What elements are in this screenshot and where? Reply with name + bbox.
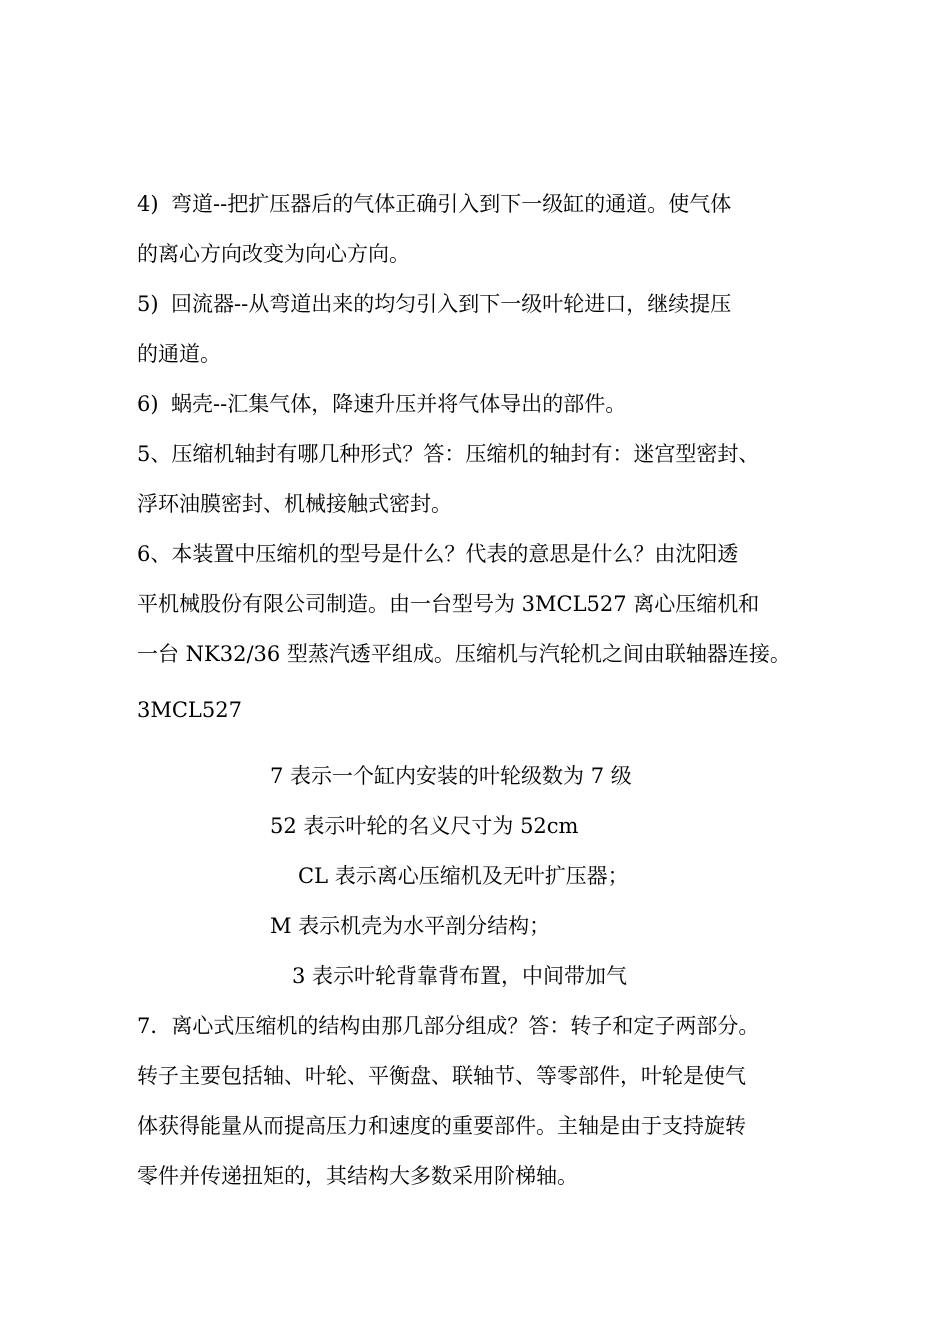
paragraph-line: 的离心方向改变为向心方向。 xyxy=(137,242,410,266)
item-text: 蜗壳--汇集气体，降速升压并将气体导出的部件。 xyxy=(171,392,627,416)
item-text: 弯道--把扩压器后的气体正确引入到下一级缸的通道。使气体 xyxy=(171,192,732,216)
model-explanation-line: M 表示机壳为水平剖分结构； xyxy=(270,914,551,938)
item-number: 4) xyxy=(137,192,159,216)
question-5-line: 5、压缩机轴封有哪几种形式？答：压缩机的轴封有：迷宫型密封、 xyxy=(137,442,760,466)
paragraph-line: 零件并传递扭矩的，其结构大多数采用阶梯轴。 xyxy=(137,1164,578,1188)
paragraph-line: 的通道。 xyxy=(137,342,221,366)
item-number: 5) xyxy=(137,292,159,316)
paragraph-line: 体获得能量从而提高压力和速度的重要部件。主轴是由于支持旋转 xyxy=(137,1114,746,1138)
item-text: 回流器--从弯道出来的均匀引入到下一级叶轮进口，继续提压 xyxy=(171,292,732,316)
question-7-line: 7．离心式压缩机的结构由那几部分组成？答：转子和定子两部分。 xyxy=(137,1014,760,1038)
list-item-volute xyxy=(137,390,626,418)
model-code: 3MCL527 xyxy=(137,698,242,722)
paragraph-line: 平机械股份有限公司制造。由一台型号为 3MCL527 离心压缩机和 xyxy=(137,592,760,616)
paragraph-line: 一台 NK32/36 型蒸汽透平组成。压缩机与汽轮机之间由联轴器连接。 xyxy=(137,642,791,666)
paragraph-line: 浮环油膜密封、机械接触式密封。 xyxy=(137,492,452,516)
question-6-line: 6、本装置中压缩机的型号是什么？代表的意思是什么？由沈阳透 xyxy=(137,542,739,566)
model-explanation-line: 7 表示一个缸内安装的叶轮级数为 7 级 xyxy=(270,764,632,788)
paragraph-line: 转子主要包括轴、叶轮、平衡盘、联轴节、等零部件，叶轮是使气 xyxy=(137,1064,746,1088)
list-item-return-channel xyxy=(137,290,731,318)
model-explanation-line: 3 表示叶轮背靠背布置，中间带加气 xyxy=(292,964,628,988)
model-explanation-line: 52 表示叶轮的名义尺寸为 52cm xyxy=(270,814,579,838)
model-explanation-line: CL 表示离心压缩机及无叶扩压器； xyxy=(298,864,629,888)
item-number: 6) xyxy=(137,392,159,416)
list-item-bend xyxy=(137,190,731,218)
